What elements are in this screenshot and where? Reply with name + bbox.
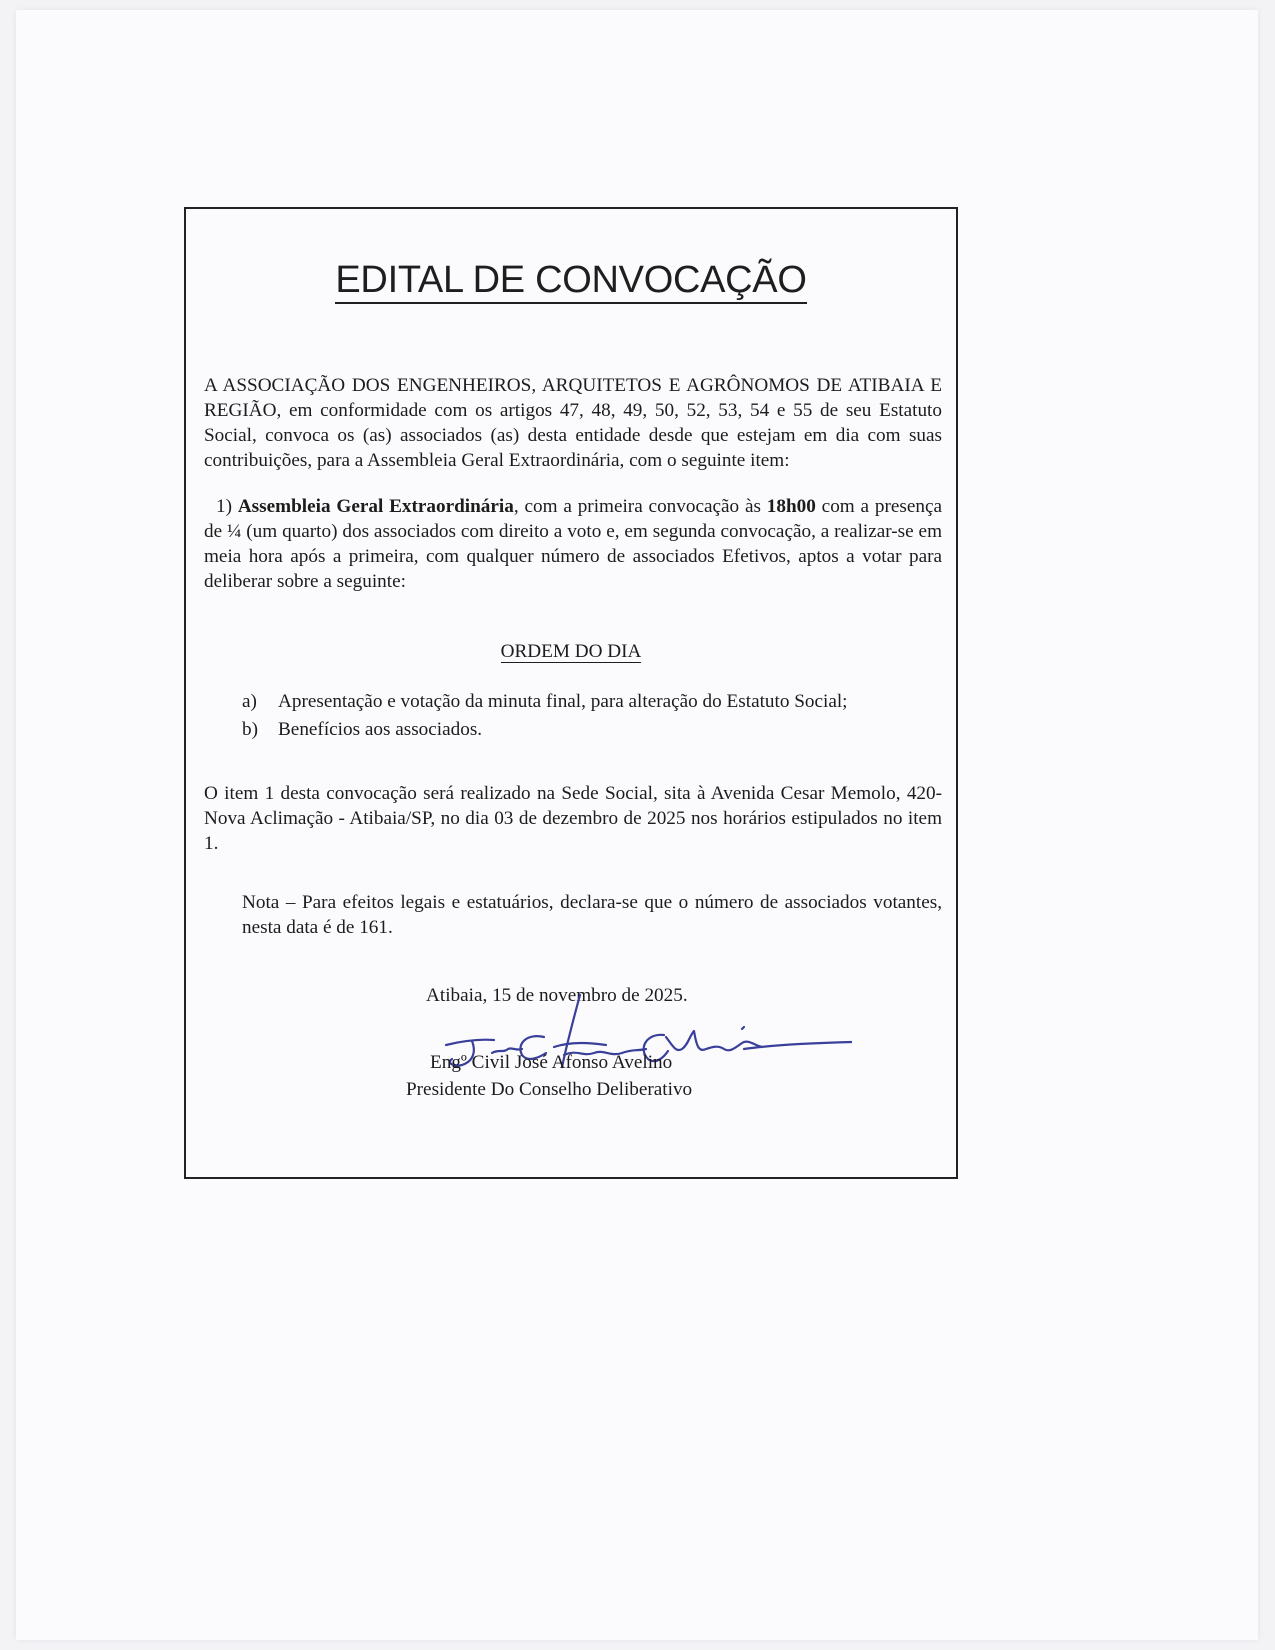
- document-title: EDITAL DE CONVOCAÇÃO: [186, 259, 956, 302]
- meeting-time: 18h00: [766, 496, 816, 517]
- list-item: [242, 716, 942, 744]
- place-and-date: Atibaia, 15 de novembro de 2025.: [426, 985, 688, 1006]
- agenda-heading: ORDEM DO DIA: [500, 641, 642, 662]
- item-text-a: , com a primeira convocação às: [513, 496, 761, 517]
- agenda-item-1-paragraph: [204, 494, 942, 594]
- notice-frame: [184, 207, 958, 1179]
- intro-paragraph: A ASSOCIAÇÃO DOS ENGENHEIROS, ARQUITETOS E AGRÔNOMOS DE ATIBAIA E REGIÃO, em conformidade com os artigos 47, 48, 49, 50, 52, 53, 54 e 55 de seu Estatuto Social, convoca os (as) associados (as) desta entidade desde que estejam em dia com suas contribuições, para a Assembleia Geral Extraordinária, com o seguinte item:: [204, 375, 942, 471]
- signatory-name: Engº Civil José Afonso Avelino: [430, 1052, 673, 1073]
- venue-paragraph: O item 1 desta convocação será realizado na Sede Social, sita à Avenida Cesar Memolo, 420- Nova Aclimação - Atibaia/SP, no dia 03 de dezembro de 2025 nos horários estipulados no item 1.: [204, 783, 942, 854]
- list-item: [242, 688, 942, 716]
- note-paragraph: Nota – Para efeitos legais e estatuários, declara-se que o número de associados votantes, nesta data é de 161.: [242, 892, 942, 938]
- item-text-b: com a presença de ¼ (um quarto) dos associados com direito a voto e, em segunda convocação, a realizar-se em meia hora após a primeira, com qualquer número de associados Efetivos, aptos a votar para deliberar sobre a seguinte:: [204, 496, 943, 592]
- agenda-list: [242, 688, 942, 744]
- item-title: Assembleia Geral Extraordinária: [237, 496, 514, 517]
- signatory-role: Presidente Do Conselho Deliberativo: [406, 1079, 693, 1100]
- list-text: Apresentação e votação da minuta final, para alteração do Estatuto Social;: [278, 691, 848, 712]
- list-marker: b): [242, 719, 258, 740]
- list-marker: a): [242, 691, 257, 712]
- list-text: Benefícios aos associados.: [278, 719, 483, 740]
- item-number: 1): [216, 496, 232, 517]
